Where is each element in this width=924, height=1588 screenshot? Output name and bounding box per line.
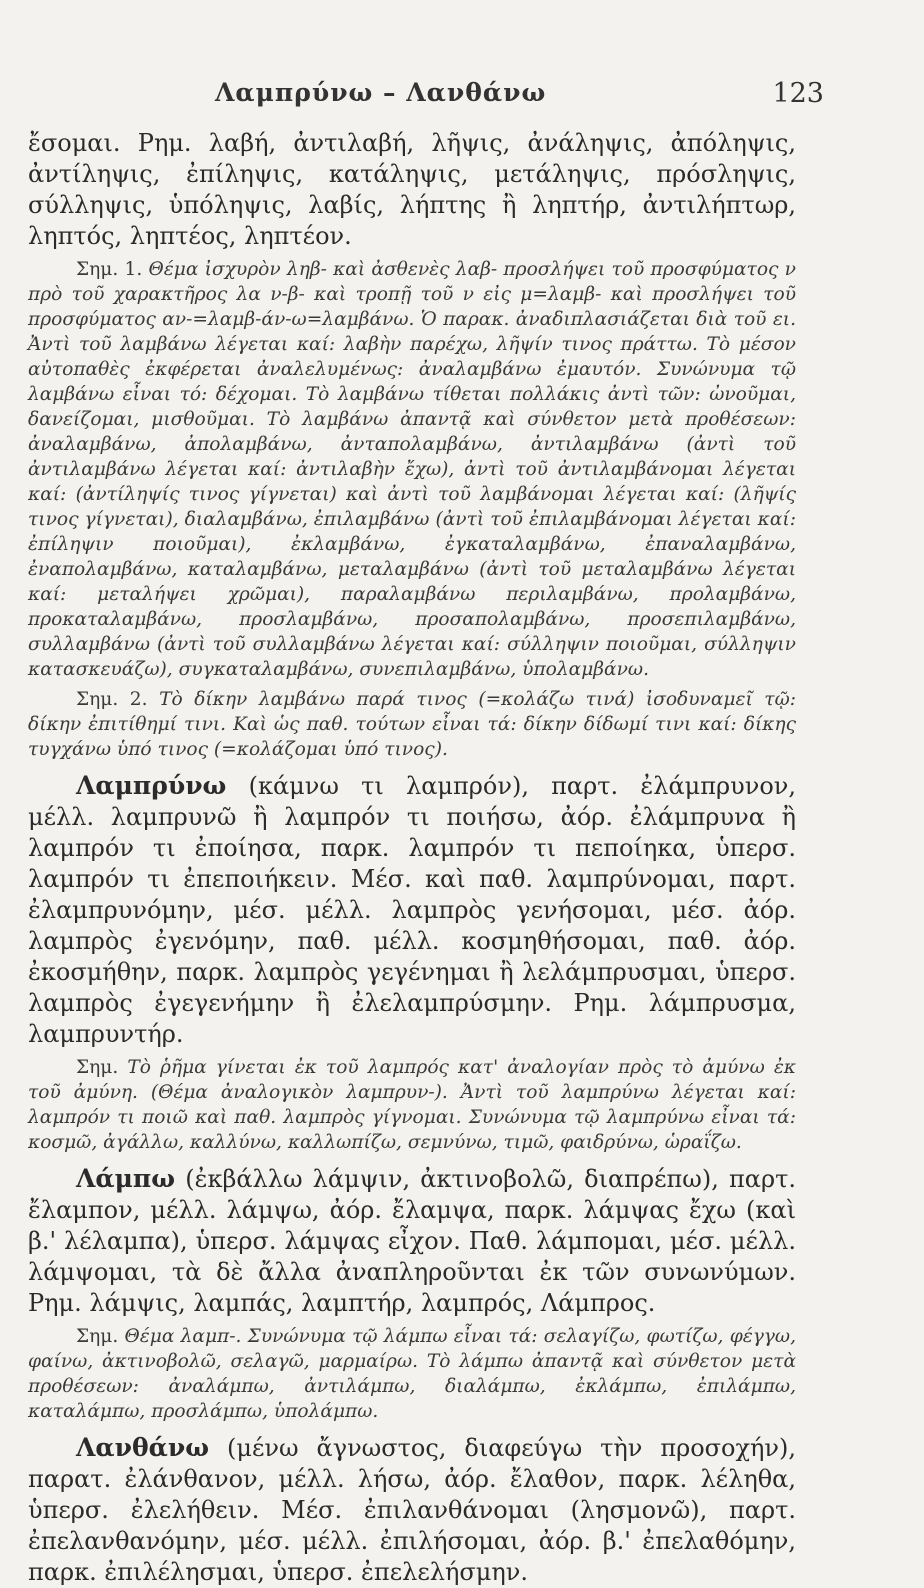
note-text: Τὸ ῥῆμα γίνεται ἐκ τοῦ λαμπρός κατ' ἀναλογίαν πρὸς τὸ ἀμύνω ἐκ τοῦ ἀμύνη. (Θέμα ἀναλογικὸν λαμπρυν-). Ἀντὶ τοῦ λαμπρύνω λέγεται καί: λαμπρόν τι ποιῶ καὶ παθ. λαμπρὸς γίγνομαι. Συνώνυμα τῷ λαμπρύνω εἶναι τά: κοσμῶ, ἀγάλλω, καλλύνω, καλλωπίζω, σεμνύνω, τιμῶ, φαιδρύνω, ὡραΐζω. [28, 1057, 796, 1153]
note-1 [28, 257, 796, 682]
note-lead: Σημ. 2. [76, 689, 148, 710]
running-head: Λαμπρύνω – Λανθάνω [215, 78, 547, 107]
entry-headword: Λαμπρύνω [76, 771, 227, 800]
note-lampw [28, 1324, 796, 1424]
note-text: Θέμα λαμπ-. Συνώνυμα τῷ λάμπω εἶναι τά: σελαγίζω, φωτίζω, φέγγω, φαίνω, ἀκτινοβολῶ, σελαγῶ, μαρμαίρω. Τὸ λάμπω ἀπαντᾷ καὶ σύνθετον μετὰ προθέσεων: ἀναλάμπω, ἀντιλάμπω, διαλάμπω, ἐκλάμπω, ἐπιλάμπω, καταλάμπω, προσλάμπω, ὑπολάμπω. [28, 1326, 796, 1422]
page-number: 123 [772, 78, 824, 109]
entry-headword: Λάμπω [76, 1164, 176, 1193]
paragraph-continuation [28, 128, 796, 252]
note-lead: Σημ. [76, 1326, 119, 1347]
page-header [0, 78, 924, 118]
note-lead: Σημ. 1. [76, 259, 143, 280]
note-lamprynw [28, 1055, 796, 1155]
entry-text: (ἐκβάλλω λάμψιν, ἀκτινοβολῶ, διαπρέπω), παρτ. ἔλαμπον, μέλλ. λάμψω, ἀόρ. ἔλαμψα, παρκ. λάμψας ἔχω (καὶ β.' λέλαμπα), ὑπερσ. λάμψας εἶχον. Παθ. λάμπομαι, μέσ. μέλλ. λάμψομαι, τὰ δὲ ἄλλα ἀναπληροῦνται ἐκ τῶν συνωνύμων. Ρημ. λάμψις, λαμπάς, λαμπτήρ, λαμπρός, Λάμπρος. [28, 1165, 796, 1317]
page-text [28, 128, 796, 1588]
entry-text: (κάμνω τι λαμπρόν), παρτ. ἐλάμπρυνον, μέλλ. λαμπρυνῶ ἢ λαμπρόν τι ποιήσω, ἀόρ. ἐλάμπρυνα ἢ λαμπρόν τι ἐποίησα, παρκ. λαμπρόν τι πεποίηκα, ὑπερσ. λαμπρόν τι ἐπεποιήκειν. Μέσ. καὶ παθ. λαμπρύνομαι, παρτ. ἐλαμπρυνόμην, μέσ. μέλλ. λαμπρὸς γενήσομαι, μέσ. ἀόρ. λαμπρὸς ἐγενόμην, παθ. μέλλ. κοσμηθήσομαι, παθ. ἀόρ. ἐκοσμήθην, παρκ. λαμπρὸς γεγένημαι ἢ λελάμπρυσμαι, ὑπερσ. λαμπρὸς ἐγεγενήμην ἢ ἐλελαμπρύσμην. Ρημ. λάμπρυσμα, λαμπρυντήρ. [28, 772, 796, 1048]
note-lead: Σημ. [76, 1057, 119, 1078]
note-2 [28, 687, 796, 762]
entry-lanthanw [28, 1432, 796, 1588]
entry-lampw [28, 1163, 796, 1319]
entry-lamprynw [28, 770, 796, 1050]
entry-text: (μένω ἄγνωστος, διαφεύγω τὴν προσοχήν), παρατ. ἐλάνθανον, μέλλ. λήσω, ἀόρ. ἔλαθον, παρκ. λέληθα, ὑπερσ. ἐλελήθειν. Μέσ. ἐπιλανθάνομαι (λησμονῶ), παρτ. ἐπελανθανόμην, μέσ. μέλλ. ἐπιλήσομαι, ἀόρ. β.' ἐπελαθόμην, παρκ. ἐπιλέλησμαι, ὑπερσ. ἐπελελήσμην. [28, 1434, 796, 1586]
entry-headword: Λανθάνω [76, 1433, 210, 1462]
note-text: Τὸ δίκην λαμβάνω παρά τινος (=κολάζω τινά) ἰσοδυναμεῖ τῷ: δίκην ἐπιτίθημί τινι. Καὶ ὡς παθ. τούτων εἶναι τά: δίκην δίδωμί τινι καί: δίκης τυγχάνω ὑπό τινος (=κολάζομαι ὑπό τινος). [28, 689, 796, 760]
note-text: Θέμα ἰσχυρὸν ληβ- καὶ ἀσθενὲς λαβ- προσλήψει τοῦ προσφύματος ν πρὸ τοῦ χαρακτῆρος λα ν-β- καὶ τροπῇ τοῦ ν εἰς μ=λαμβ- καὶ προσλήψει τοῦ προσφύματος αν-=λαμβ-άν-ω=λαμβάνω. Ὁ παρακ. ἀναδιπλασιάζεται διὰ τοῦ ει. Ἀντὶ τοῦ λαμβάνω λέγεται καί: λαβὴν παρέχω, λῆψίν τινος πράττω. Τὸ μέσον αὐτοπαθὲς ἐκφέρεται ἀναλελυμένως: ἀναλαμβάνω ἐμαυτόν. Συνώνυμα τῷ λαμβάνω εἶναι τό: δέχομαι. Τὸ λαμβάνω τίθεται πολλάκις ἀντὶ τῶν: ὠνοῦμαι, δανείζομαι, μισθοῦμαι. Τὸ λαμβάνω ἀπαντᾷ καὶ σύνθετον μετὰ προθέσεων: ἀναλαμβάνω, ἀπολαμβάνω, ἀνταπολαμβάνω, ἀντιλαμβάνω (ἀντὶ τοῦ ἀντιλαμβάνω λέγεται καί: ἀντιλαβὴν ἔχω), ἀντὶ τοῦ ἀντιλαμβάνομαι λέγεται καί: (ἀντίληψίς τινος γίγνεται) καὶ ἀντὶ τοῦ λαμβάνομαι λέγεται καί: (λῆψίς τινος γίγνεται), διαλαμβάνω, ἐπιλαμβάνω (ἀντὶ τοῦ ἐπιλαμβάνομαι λέγεται καί: ἐπίληψιν ποιοῦμαι), ἐκλαμβάνω, ἐγκαταλαμβάνω, ἐπαναλαμβάνω, ἐναπολαμβάνω, καταλαμβάνω, μεταλαμβάνω (ἀντὶ τοῦ μεταλαμβάνω λέγεται καί: μεταλήψει χρῶμαι), παραλαμβάνω περιλαμβάνω, προλαμβάνω, προκαταλαμβάνω, προσλαμβάνω, προσαπολαμβάνω, προσεπιλαμβάνω, συλλαμβάνω (ἀντὶ τοῦ συλλαμβάνω λέγεται καί: σύλληψιν ποιοῦμαι, σύλληψιν κατασκευάζω), συγκαταλαμβάνω, συνεπιλαμβάνω, ὑπολαμβάνω. [28, 259, 796, 680]
paragraph-text: ἔσομαι. Ρημ. λαβή, ἀντιλαβή, λῆψις, ἀνάληψις, ἀπόληψις, ἀντίληψις, ἐπίληψις, κατάληψις, μετάληψις, πρόσληψις, σύλληψις, ὑπόληψις, λαβίς, λήπτης ἢ ληπτήρ, ἀντιλήπτωρ, ληπτός, ληπτέος, ληπτέον. [28, 129, 796, 250]
